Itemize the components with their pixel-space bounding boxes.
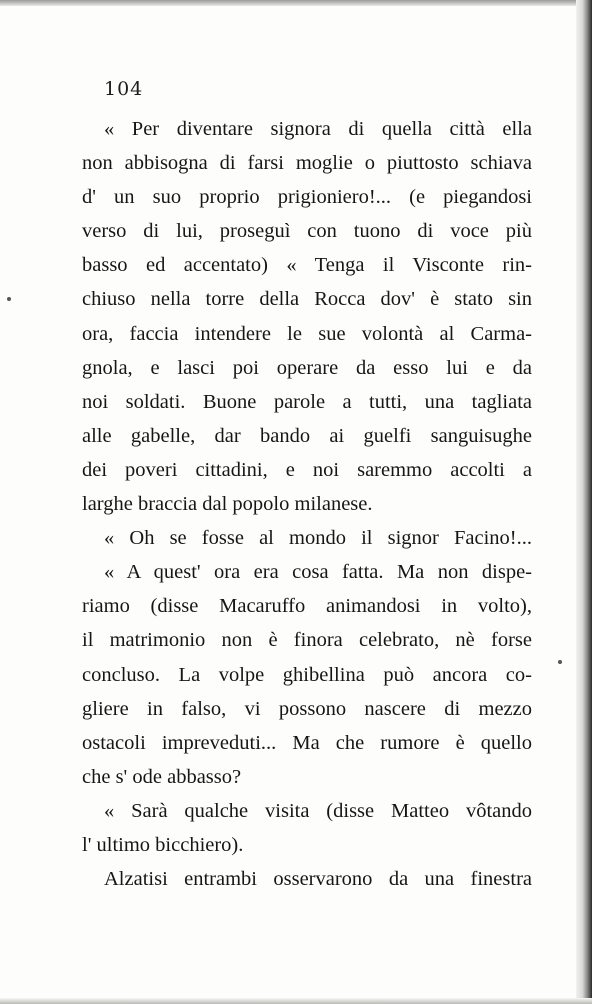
text-line: larghe braccia dal popolo milanese. — [82, 493, 373, 516]
page-number: 104 — [104, 78, 144, 100]
text-line: il matrimonio non è finora celebrato, nè forse — [82, 629, 532, 652]
paper-speck — [558, 660, 562, 664]
text-line: gliere in falso, vi possono nascere di mezzo — [82, 697, 532, 720]
text-line: « Per diventare signora di quella città ella — [104, 118, 532, 140]
text-line: chiuso nella torre della Rocca dov' è stato sin — [82, 288, 532, 311]
text-line: noi soldati. Buone parole a tutti, una tagliata — [82, 390, 532, 413]
text-line: verso di lui, proseguì con tuono di voce più — [82, 220, 532, 243]
text-line: dei poveri cittadini, e noi saremmo accolti a — [82, 458, 532, 481]
text-line: non abbisogna di farsi moglie o piuttosto schiava — [82, 152, 532, 175]
text-line: l' ultimo bicchiero). — [82, 833, 244, 856]
text-line: basso ed accentato) « Tenga il Visconte rin- — [82, 254, 532, 277]
text-line: che s' ode abbasso? — [82, 765, 242, 788]
paper-speck — [7, 297, 11, 301]
page-binding-shadow — [576, 0, 592, 1004]
text-line: Alzatisi entrambi osservarono da una finestra — [104, 868, 532, 891]
text-line: riamo (disse Macaruffo animandosi in volto), — [82, 595, 532, 618]
body-text — [82, 112, 532, 896]
text-line: « Sarà qualche visita (disse Matteo vôtando — [104, 799, 532, 822]
text-line: ora, faccia intendere le sue volontà al Carma- — [82, 322, 532, 345]
text-line: d' un suo proprio prigioniero!... (e piegandosi — [82, 186, 532, 209]
text-line: concluso. La volpe ghibellina può ancora co- — [82, 663, 532, 686]
text-line: gnola, e lasci poi operare da esso lui e da — [82, 356, 532, 379]
text-line: « A quest' ora era cosa fatta. Ma non dispe- — [104, 561, 532, 584]
text-line: « Oh se fosse al mondo il signor Facino!... — [104, 527, 532, 550]
text-line: alle gabelle, dar bando ai guelfi sanguisughe — [82, 424, 532, 447]
page-top-edge — [0, 0, 592, 6]
text-line: ostacoli impreveduti... Ma che rumore è quello — [82, 731, 532, 754]
page-bottom-edge — [0, 998, 592, 1004]
